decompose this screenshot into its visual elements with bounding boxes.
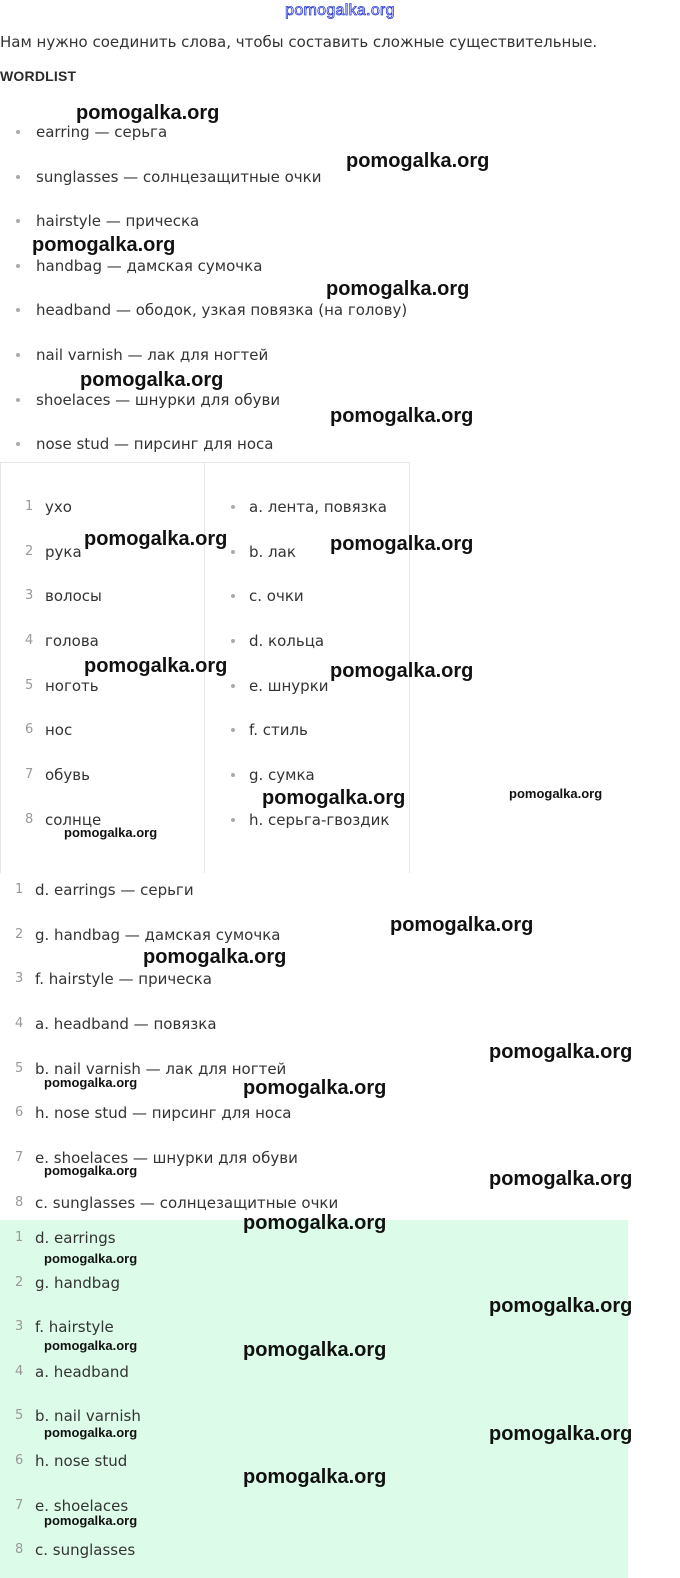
answer-text: g. handbag xyxy=(35,1273,121,1292)
answer-item xyxy=(0,1439,141,1484)
watermark: pomogalka.org xyxy=(44,1075,138,1090)
short-answer-list xyxy=(0,1216,141,1573)
answer-text: c. sunglasses xyxy=(35,1541,136,1560)
bullet-icon xyxy=(16,264,20,268)
watermark: pomogalka.org xyxy=(390,914,534,936)
item-text: обувь xyxy=(45,766,90,785)
watermark: pomogalka.org xyxy=(44,1513,138,1528)
matching-left-item xyxy=(1,530,204,575)
matching-right-item xyxy=(205,708,408,753)
matching-right-item xyxy=(205,664,408,709)
watermark: pomogalka.org xyxy=(489,1295,633,1317)
item-number: 6 xyxy=(15,1452,24,1468)
item-number: 2 xyxy=(15,926,24,942)
bullet-icon xyxy=(16,130,20,134)
watermark: pomogalka.org xyxy=(489,1423,633,1445)
list-item xyxy=(0,422,407,467)
answer-text: e. shoelaces — шнурки для обуви xyxy=(35,1149,298,1168)
item-number: 8 xyxy=(15,1194,24,1210)
watermark: pomogalka.org xyxy=(243,1212,387,1234)
bullet-icon xyxy=(16,175,20,179)
item-number: 3 xyxy=(15,971,24,987)
answer-text: g. handbag — дамская сумочка xyxy=(35,925,281,944)
watermark: pomogalka.org xyxy=(509,786,603,801)
item-text: ухо xyxy=(45,498,72,516)
answer-text: a. headband xyxy=(35,1362,129,1381)
list-item xyxy=(0,288,407,333)
item-number: 7 xyxy=(15,1150,24,1166)
item-number: 2 xyxy=(15,1274,24,1290)
item-text: голова xyxy=(45,632,99,651)
list-item xyxy=(0,333,407,378)
item-number: 5 xyxy=(15,1060,24,1076)
answer-item xyxy=(0,868,338,913)
answer-text: b. nail varnish xyxy=(35,1407,141,1426)
list-item xyxy=(0,378,407,423)
item-number: 4 xyxy=(15,1363,24,1379)
matching-left-column xyxy=(1,485,204,843)
item-text: b. лак xyxy=(249,542,296,561)
answer-item xyxy=(0,1305,141,1350)
answer-item xyxy=(0,957,338,1002)
matching-left-item xyxy=(1,574,204,619)
answer-text: f. hairstyle xyxy=(35,1318,114,1337)
bullet-icon xyxy=(231,684,235,688)
answer-text: b. nail varnish — лак для ногтей xyxy=(35,1059,287,1078)
answer-item xyxy=(0,1091,338,1136)
answer-item xyxy=(0,1394,141,1439)
answer-text: a. headband — повязка xyxy=(35,1015,217,1034)
item-number: 1 xyxy=(15,882,24,897)
wordlist-entry: hairstyle — прическа xyxy=(36,212,200,231)
watermark: pomogalka.org xyxy=(76,102,220,124)
bullet-icon xyxy=(231,773,235,777)
list-item xyxy=(0,155,407,200)
wordlist-entry: nail varnish — лак для ногтей xyxy=(36,345,269,364)
item-number: 7 xyxy=(25,767,34,783)
watermark: pomogalka.org xyxy=(84,528,228,550)
item-number: 6 xyxy=(15,1105,24,1121)
answer-item xyxy=(0,1002,338,1047)
bullet-icon xyxy=(16,219,20,223)
bullet-icon xyxy=(231,505,235,509)
item-number: 1 xyxy=(15,1230,24,1245)
bullet-icon xyxy=(16,353,20,357)
item-number: 4 xyxy=(15,1016,24,1032)
item-number: 5 xyxy=(15,1408,24,1424)
bullet-icon xyxy=(231,818,235,822)
watermark: pomogalka.org xyxy=(326,278,470,300)
matching-right-item xyxy=(205,530,408,575)
matching-right-column xyxy=(205,485,408,843)
answer-text: h. nose stud xyxy=(35,1451,128,1470)
item-number: 3 xyxy=(25,588,34,604)
wordlist-heading: WORDLIST xyxy=(0,68,77,84)
wordlist-entry: headband — ободок, узкая повязка (на голову) xyxy=(36,301,408,320)
item-text: солнце xyxy=(45,810,102,829)
bullet-icon xyxy=(231,550,235,554)
watermark: pomogalka.org xyxy=(44,1251,138,1266)
bullet-icon xyxy=(231,728,235,732)
matching-left-item xyxy=(1,619,204,664)
answer-item xyxy=(0,1136,338,1181)
watermark: pomogalka.org xyxy=(32,234,176,256)
item-text: d. кольца xyxy=(249,632,325,651)
matching-right-item xyxy=(205,798,408,843)
answer-text: f. hairstyle — прическа xyxy=(35,970,212,989)
answer-text: d. earrings xyxy=(35,1229,116,1247)
item-text: e. шнурки xyxy=(249,676,329,695)
matching-right-item xyxy=(205,619,408,664)
answer-item xyxy=(0,1216,141,1261)
item-number: 8 xyxy=(25,811,34,827)
watermark: pomogalka.org xyxy=(489,1168,633,1190)
watermark: pomogalka.org xyxy=(80,369,224,391)
answer-text: d. earrings — серьги xyxy=(35,881,194,899)
wordlist-entry: handbag — дамская сумочка xyxy=(36,256,263,275)
watermark: pomogalka.org xyxy=(64,825,158,840)
matching-table xyxy=(0,462,410,873)
item-text: рука xyxy=(45,542,82,561)
item-number: 8 xyxy=(15,1542,24,1558)
matching-left-item xyxy=(1,485,204,530)
item-number: 6 xyxy=(25,722,34,738)
watermark: pomogalka.org xyxy=(243,1466,387,1488)
matching-left-item xyxy=(1,798,204,843)
bullet-icon xyxy=(16,308,20,312)
wordlist-entry: shoelaces — шнурки для обуви xyxy=(36,390,281,409)
answer-item xyxy=(0,913,338,958)
item-number: 4 xyxy=(25,633,34,649)
watermark: pomogalka.org xyxy=(330,660,474,682)
wordlist xyxy=(0,110,407,467)
item-number: 5 xyxy=(25,677,34,693)
watermark: pomogalka.org xyxy=(346,150,490,172)
matching-right-item xyxy=(205,485,408,530)
matching-right-item xyxy=(205,753,408,798)
watermark: pomogalka.org xyxy=(243,1339,387,1361)
bullet-icon xyxy=(231,594,235,598)
item-text: f. стиль xyxy=(249,721,308,740)
site-logo[interactable]: pomogalka.org xyxy=(285,2,395,19)
wordlist-entry: nose stud — пирсинг для носа xyxy=(36,435,274,454)
item-number: 3 xyxy=(15,1319,24,1335)
item-number: 2 xyxy=(25,543,34,559)
answer-item xyxy=(0,1350,141,1395)
answer-item xyxy=(0,1047,338,1092)
item-number: 1 xyxy=(25,499,34,514)
answer-text: h. nose stud — пирсинг для носа xyxy=(35,1104,292,1123)
matching-right-item xyxy=(205,574,408,619)
bullet-icon xyxy=(231,639,235,643)
answer-item xyxy=(0,1528,141,1573)
answer-text: c. sunglasses — солнцезащитные очки xyxy=(35,1193,339,1212)
watermark: pomogalka.org xyxy=(44,1425,138,1440)
watermark: pomogalka.org xyxy=(44,1163,138,1178)
item-text: c. очки xyxy=(249,587,304,606)
item-text: нос xyxy=(45,721,73,740)
watermark: pomogalka.org xyxy=(143,946,287,968)
matching-left-item xyxy=(1,664,204,709)
item-number: 7 xyxy=(15,1497,24,1513)
matching-left-item xyxy=(1,708,204,753)
watermark: pomogalka.org xyxy=(489,1041,633,1063)
bullet-icon xyxy=(16,442,20,446)
watermark: pomogalka.org xyxy=(243,1077,387,1099)
watermark: pomogalka.org xyxy=(330,405,474,427)
list-item xyxy=(0,110,407,155)
answer-text: e. shoelaces xyxy=(35,1496,129,1515)
watermark: pomogalka.org xyxy=(262,787,406,809)
watermark: pomogalka.org xyxy=(330,533,474,555)
matching-left-item xyxy=(1,753,204,798)
answer-item xyxy=(0,1484,141,1529)
watermark: pomogalka.org xyxy=(84,655,228,677)
item-text: a. лента, повязка xyxy=(249,498,387,516)
task-instruction: Нам нужно соединить слова, чтобы составить сложные существительные. xyxy=(0,33,598,51)
list-item xyxy=(0,244,407,289)
watermark: pomogalka.org xyxy=(44,1338,138,1353)
list-item xyxy=(0,199,407,244)
bullet-icon xyxy=(16,398,20,402)
item-text: h. серьга-гвоздик xyxy=(249,810,390,829)
item-text: ноготь xyxy=(45,676,99,695)
wordlist-entry: earring — серьга xyxy=(36,123,168,141)
answer-list xyxy=(0,868,338,1226)
item-text: g. сумка xyxy=(249,766,315,785)
answer-item xyxy=(0,1261,141,1306)
item-text: волосы xyxy=(45,587,102,606)
wordlist-entry: sunglasses — солнцезащитные очки xyxy=(36,167,322,186)
